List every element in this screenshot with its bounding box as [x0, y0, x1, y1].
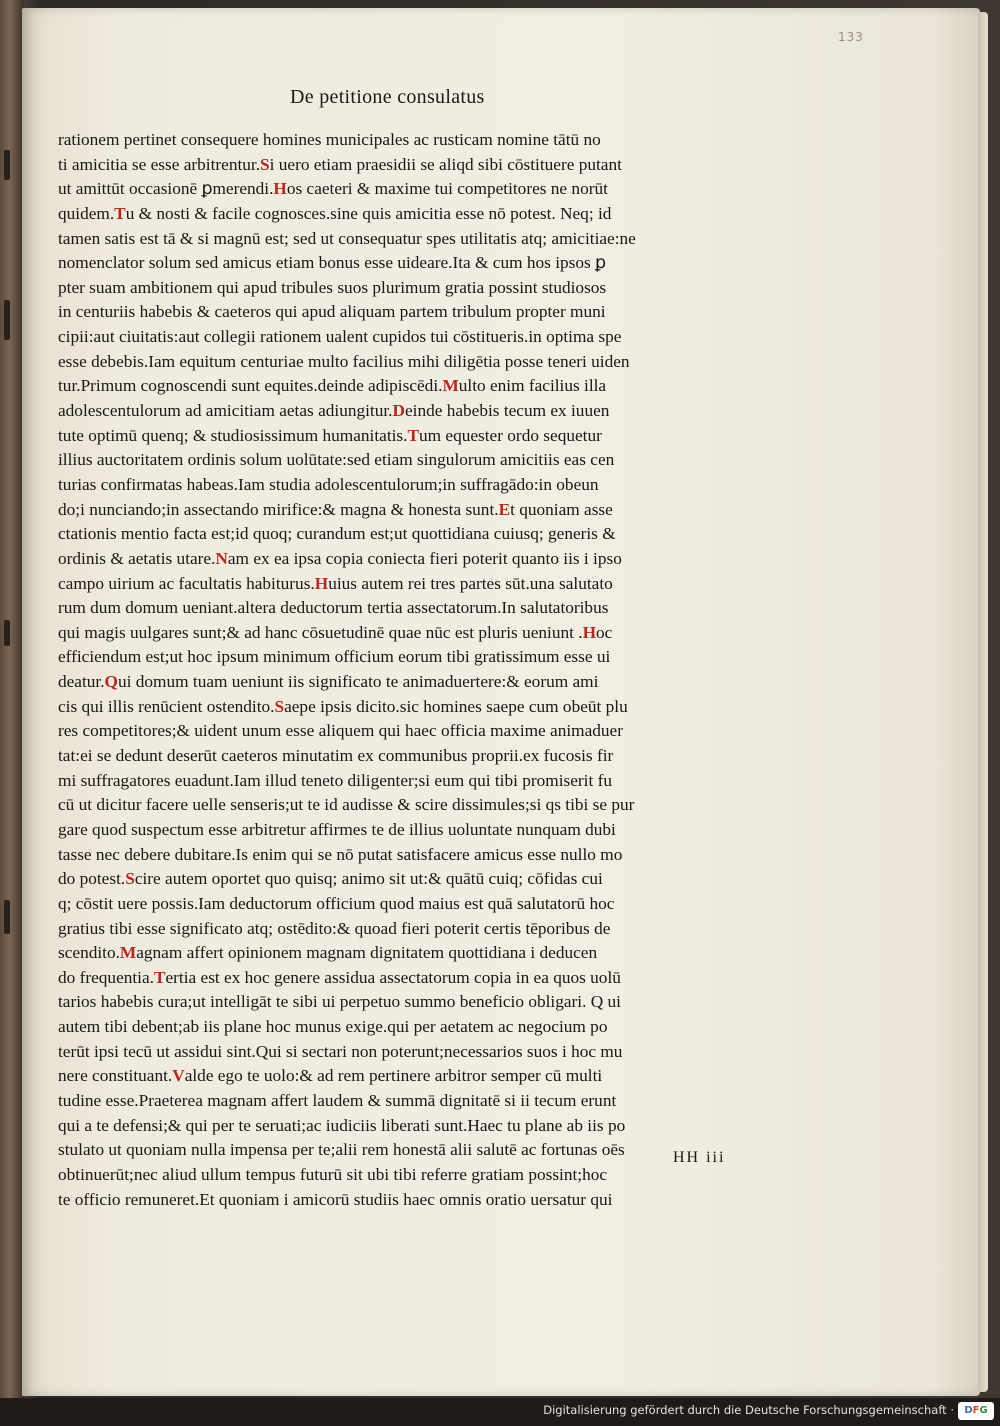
line-text: oc — [596, 622, 613, 642]
line-text: terūt ipsi tecū ut assidui sint.Qui si sectari non poterunt;necessarios suos i hoc mu — [58, 1041, 623, 1061]
text-line — [58, 251, 748, 276]
text-line — [58, 276, 748, 301]
line-text: cire autem oportet quo quisq; animo sit ut:& quātū cuiq; cōfidas cui — [134, 869, 603, 889]
line-text: efficiendum est;ut hoc ipsum minimum officium eorum tibi gratissimum esse ui — [58, 647, 611, 667]
text-line — [58, 522, 748, 547]
line-text: tudine esse.Praeterea magnam affert laudem & summā dignitatē si ii tecum erunt — [58, 1090, 617, 1110]
line-text: alde ego te uolo:& ad rem pertinere arbitror semper cū multi — [184, 1066, 603, 1086]
text-line — [58, 1138, 748, 1163]
rubricated-initial: H — [273, 179, 287, 199]
text-line — [58, 990, 748, 1015]
line-text: adolescentulorum ad amicitiam aetas adiungitur. — [58, 401, 393, 421]
signature-mark: HH iii — [673, 1149, 726, 1166]
line-text: qui magis uulgares sunt;& ad hanc cōsuetudinē quae nūc est pluris ueniunt . — [58, 622, 583, 642]
footer-bar — [0, 1398, 1000, 1426]
line-text: pter suam ambitionem qui apud tribules suos plurimum gratia possint studiosos — [58, 277, 607, 297]
line-text: do frequentia. — [58, 967, 154, 987]
rubricated-initial: S — [260, 154, 270, 174]
line-text: tur.Primum cognoscendi sunt equites.deinde adipiscēdi. — [58, 376, 443, 396]
text-line — [58, 818, 748, 843]
line-text: am ex ea ipsa copia coniecta fieri poterit quanto iis i ipso — [227, 548, 622, 568]
text-line — [58, 325, 748, 350]
text-line — [58, 374, 748, 399]
line-text: t quoniam asse — [510, 499, 613, 519]
line-text: aepe ipsis dicito.sic homines saepe cum obeūt plu — [284, 696, 628, 716]
rubricated-initial: T — [407, 425, 419, 445]
line-text: scendito. — [58, 943, 120, 963]
line-text: in centuriis habebis & caeteros qui apud aliquam partem tribulum propter muni — [58, 302, 606, 322]
text-line — [58, 1015, 748, 1040]
line-text: deatur. — [58, 672, 105, 692]
text-line — [58, 1040, 748, 1065]
text-line — [58, 1089, 748, 1114]
text-line — [58, 695, 748, 720]
line-text: esse debebis.Iam equitum centuriae multo facilius mihi diligētia posse teneri uiden — [58, 351, 630, 371]
line-text: gratius tibi esse significato atq; ostēdito:& quoad fieri poterit certis tēporibus de — [58, 918, 611, 938]
body-text — [58, 128, 748, 1212]
line-text: ordinis & aetatis utare. — [58, 548, 216, 568]
text-line — [58, 227, 748, 252]
text-line — [58, 941, 748, 966]
rubricated-initial: D — [392, 401, 405, 421]
text-line — [58, 424, 748, 449]
text-line — [58, 177, 748, 202]
line-text: cū ut dicitur facere uelle senseris;ut te id audisse & scire dissimules;si qs tibi se pur — [58, 795, 635, 815]
text-line — [58, 645, 748, 670]
rubricated-initial: S — [274, 696, 285, 716]
line-text: i uero etiam praesidii se aliqd sibi cōstituere putant — [269, 154, 622, 174]
line-text: tamen satis est tā & si magnū est; sed ut consequatur spes utilitatis atq; amicitiae:ne — [58, 228, 636, 248]
line-text: tute optimū quenq; & studiosissimum humanitatis. — [58, 425, 408, 445]
text-line — [58, 547, 748, 572]
rubricated-initial: H — [314, 573, 329, 593]
line-text: ui domum tuam ueniunt iis significato te animaduertere:& eorum ami — [118, 672, 599, 692]
line-text: rationem pertinet consequere homines municipales ac rusticam nomine tātū no — [58, 130, 601, 149]
line-text: tasse nec debere dubitare.Is enim qui se nō putat satisfacere amicus esse nullo mo — [58, 844, 623, 864]
text-line — [58, 1064, 748, 1089]
line-text: rum dum domum ueniant.altera deductorum tertia assectatorum.In salutatoribus — [58, 598, 609, 618]
text-line — [58, 744, 748, 769]
text-line — [58, 399, 748, 424]
line-text: einde habebis tecum ex iuuen — [404, 401, 610, 421]
line-text: ut amittūt occasionē ꝑmerendi. — [58, 179, 274, 199]
line-text: qui a te defensi;& qui per te seruati;ac iudiciis liberati sunt.Haec tu plane ab iis po — [58, 1115, 626, 1135]
line-text: mi suffragatores euadunt.Iam illud teneto diligenter;si eum qui tibi promiserit fu — [58, 770, 612, 790]
folio-number: 133 — [838, 30, 864, 44]
text-line — [58, 917, 748, 942]
text-line — [58, 1114, 748, 1139]
rubricated-initial: T — [114, 203, 126, 223]
text-line — [58, 966, 748, 991]
text-line — [58, 719, 748, 744]
line-text: ulto enim facilius illa — [458, 376, 607, 396]
rubricated-initial: T — [153, 967, 166, 987]
rubricated-initial: Q — [104, 672, 118, 692]
text-line — [58, 892, 748, 917]
line-text: campo uirium ac facultatis habiturus. — [58, 573, 315, 593]
text-line — [58, 498, 748, 523]
line-text: cis qui illis renūcient ostendito. — [58, 696, 275, 716]
book-binding-edge — [0, 0, 24, 1398]
rubricated-initial: M — [442, 376, 459, 396]
line-text: do potest. — [58, 869, 126, 889]
line-text: quidem. — [58, 203, 115, 223]
line-text: ti amicitia se esse arbitrentur. — [58, 154, 261, 174]
line-text: gare quod suspectum esse arbitretur affirmes te de illius uoluntate nunquam dubi — [58, 819, 616, 839]
text-line — [58, 1163, 748, 1188]
text-line — [58, 448, 748, 473]
page-edge — [978, 12, 988, 1392]
text-line — [58, 128, 748, 153]
text-line — [58, 572, 748, 597]
running-head: De petitione consulatus — [290, 86, 485, 108]
line-text: tat:ei se dedunt deserūt caeteros minutatim ex communibus proprii.ex fucosis fir — [58, 746, 614, 766]
line-text: do;i nunciando;in assectando mirifice:& magna & honesta sunt. — [58, 499, 499, 519]
line-text: res competitores;& uident unum esse aliquem qui haec officia maxime animaduer — [58, 721, 623, 741]
dfg-logo[interactable]: DFG — [958, 1402, 994, 1420]
line-text: illius auctoritatem ordinis solum uolūtate:sed etiam singulorum amicitiis eas cen — [58, 450, 615, 470]
text-line — [58, 300, 748, 325]
text-line — [58, 843, 748, 868]
line-text: os caeteri & maxime tui competitores ne norūt — [286, 179, 608, 199]
text-line — [58, 473, 748, 498]
line-text: cipii:aut ciuitatis:aut collegii rationem ualent cupidos tui cōstitueris.in optima spe — [58, 327, 622, 347]
rubricated-initial: H — [582, 622, 597, 642]
text-line — [58, 202, 748, 227]
line-text: turias confirmatas habeas.Iam studia adolescentulorum;in suffragādo:in obeun — [58, 474, 599, 494]
line-text: q; cōstit uere possis.Iam deductorum officium quod maius est quā salutatorū hoc — [58, 893, 615, 913]
text-line — [58, 596, 748, 621]
text-line — [58, 621, 748, 646]
line-text: um equester ordo sequetur — [419, 425, 602, 445]
rubricated-initial: M — [119, 943, 137, 963]
line-text: nere constituant. — [58, 1066, 173, 1086]
text-line — [58, 670, 748, 695]
line-text: obtinuerūt;nec aliud ullum tempus futurū sit ubi tibi referre gratiam possint;hoc — [58, 1164, 608, 1184]
rubricated-initial: S — [125, 869, 135, 889]
text-line — [58, 350, 748, 375]
line-text: uius autem rei tres partes sūt.una salutato — [328, 573, 613, 593]
line-text: autem tibi debent;ab iis plane hoc munus exige.qui per aetatem ac negocium po — [58, 1017, 608, 1037]
text-line — [58, 867, 748, 892]
line-text: agnam affert opinionem magnam dignitatem quottidiana i deducen — [136, 943, 598, 963]
rubricated-initial: N — [215, 548, 228, 568]
rubricated-initial: V — [172, 1066, 185, 1086]
line-text: tarios habebis cura;ut intelligāt te sibi ui perpetuo summo beneficio obligari. Q ui — [58, 992, 621, 1012]
footer-credit: Digitalisierung gefördert durch die Deutsche Forschungsgemeinschaft · — [543, 1403, 954, 1417]
line-text: stulato ut quoniam nulla impensa per te;alii rem honestā alii salutē ac fortunas oēs — [58, 1140, 625, 1160]
text-line — [58, 793, 748, 818]
line-text: te officio remuneret.Et quoniam i amicorū studiis haec omnis oratio uersatur qui — [58, 1189, 613, 1209]
line-text: ertia est ex hoc genere assidua assectatorum copia in ea quos uolū — [165, 967, 621, 987]
line-text: ctationis mentio facta est;id quoq; curandum est;ut quottidiana cuiusq; generis & — [58, 524, 616, 544]
text-line — [58, 769, 748, 794]
line-text: u & nosti & facile cognosces.sine quis amicitia esse nō potest. Neq; id — [125, 203, 612, 223]
text-line — [58, 1188, 748, 1213]
line-text: nomenclator solum sed amicus etiam bonus esse uideare.Ita & cum hos ipsos ꝑ — [58, 253, 607, 273]
rubricated-initial: E — [498, 499, 511, 519]
text-line — [58, 153, 748, 178]
